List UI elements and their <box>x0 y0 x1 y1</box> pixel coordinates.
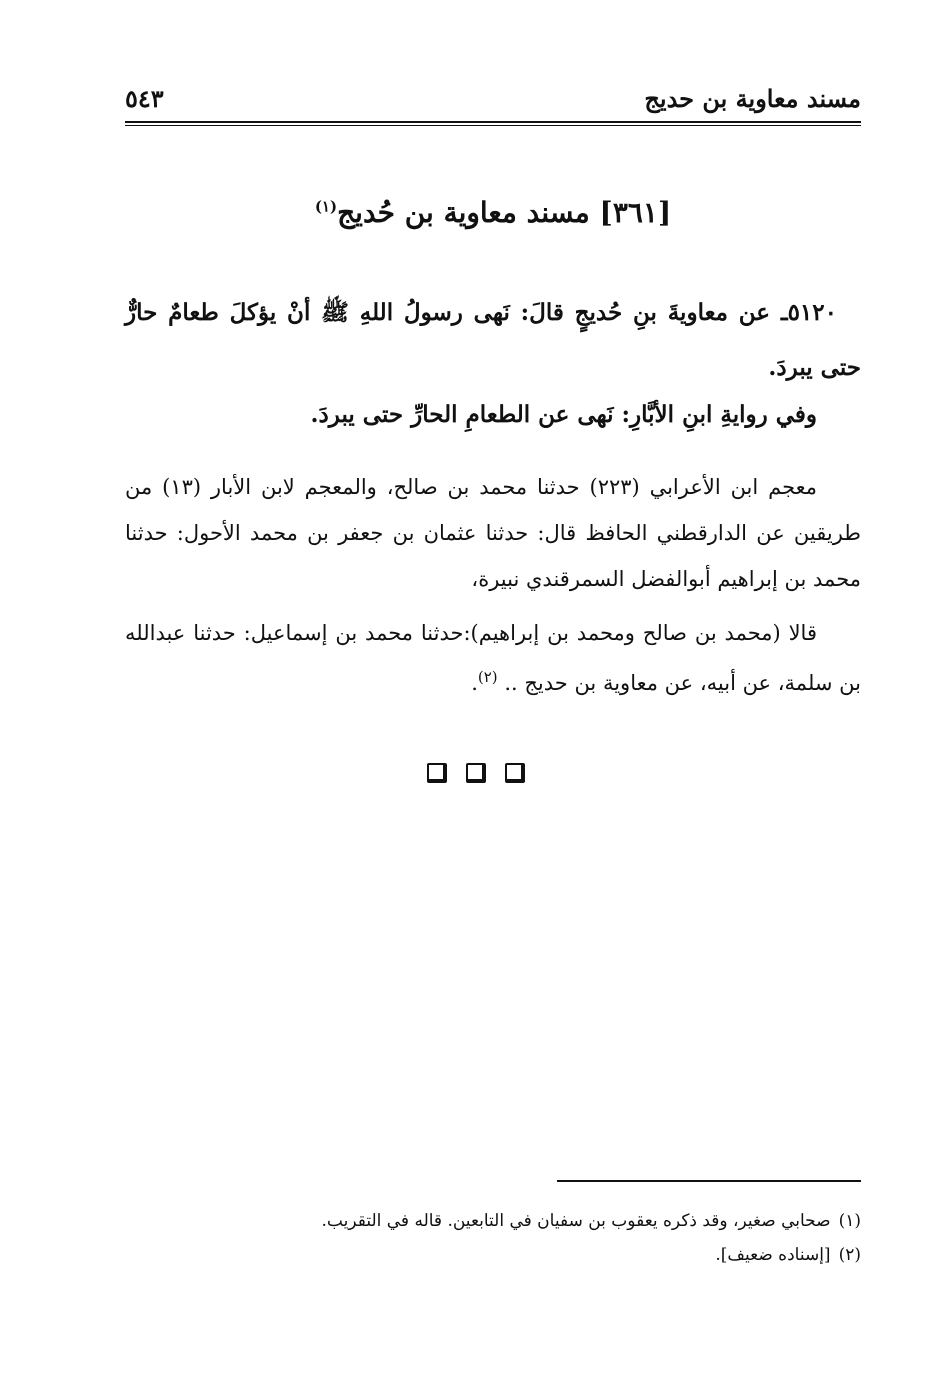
section-separator <box>0 763 951 789</box>
separator-box-icon <box>427 763 447 783</box>
hadith-text: ٥١٢٠ـ عن معاويةَ بنِ حُديجٍ قالَ: نَهى رسولُ اللهِ ﷺ أنْ يؤكلَ طعامٌ حارٌّ حتى يبردَ. <box>125 299 861 381</box>
footnote-text: صحابي صغير، وقد ذكره يعقوب بن سفيان في التابعين. قاله في التقريب. <box>321 1211 831 1231</box>
variant-narration: وفي روايةِ ابنِ الأبَّارِ: نَهى عن الطعامِ الحارِّ حتى يبردَ. <box>310 401 817 428</box>
isnad-end: . <box>471 671 478 695</box>
header-rule-thin <box>125 125 861 126</box>
footnotes <box>125 1204 861 1272</box>
footnote-number: (١) <box>838 1211 861 1231</box>
footnote-1 <box>125 1204 861 1238</box>
footnote-2 <box>125 1238 861 1272</box>
section-heading <box>125 196 861 229</box>
footnote-ref-1[interactable]: (١) <box>314 197 338 216</box>
footnote-ref-2[interactable]: (٢) <box>477 668 498 686</box>
footnote-rule <box>557 1180 861 1182</box>
separator-box-icon <box>466 763 486 783</box>
source-citation: معجم ابن الأعرابي (٢٢٣) حدثنا محمد بن صالح، والمعجم لابن الأبار (١٣) من طريقين عن الدارقطني الحافظ قال: حدثنا عثمان بن جعفر بن محمد الأحول: حدثنا محمد بن إبراهيم أبوالفضل السمرقندي نبيرة، <box>125 475 861 591</box>
header-rule-thick <box>125 121 861 123</box>
running-header <box>125 78 861 118</box>
footnote-number: (٢) <box>838 1245 861 1265</box>
page-number: ٥٤٣ <box>125 84 164 113</box>
separator-box-icon <box>505 763 525 783</box>
section-heading-text: [٣٦١] مسند معاوية بن حُديج <box>337 196 672 229</box>
isnad-paragraph <box>125 608 861 708</box>
isnad-text: قالا (محمد بن صالح ومحمد بن إبراهيم):حدثنا محمد بن إسماعيل: حدثنا عبدالله بن سلمة، عن أبيه، عن معاوية بن حديج .. <box>125 621 861 695</box>
footnote-text: [إسناده ضعيف]. <box>715 1245 831 1265</box>
running-header-title: مسند معاوية بن حديج <box>644 84 861 113</box>
